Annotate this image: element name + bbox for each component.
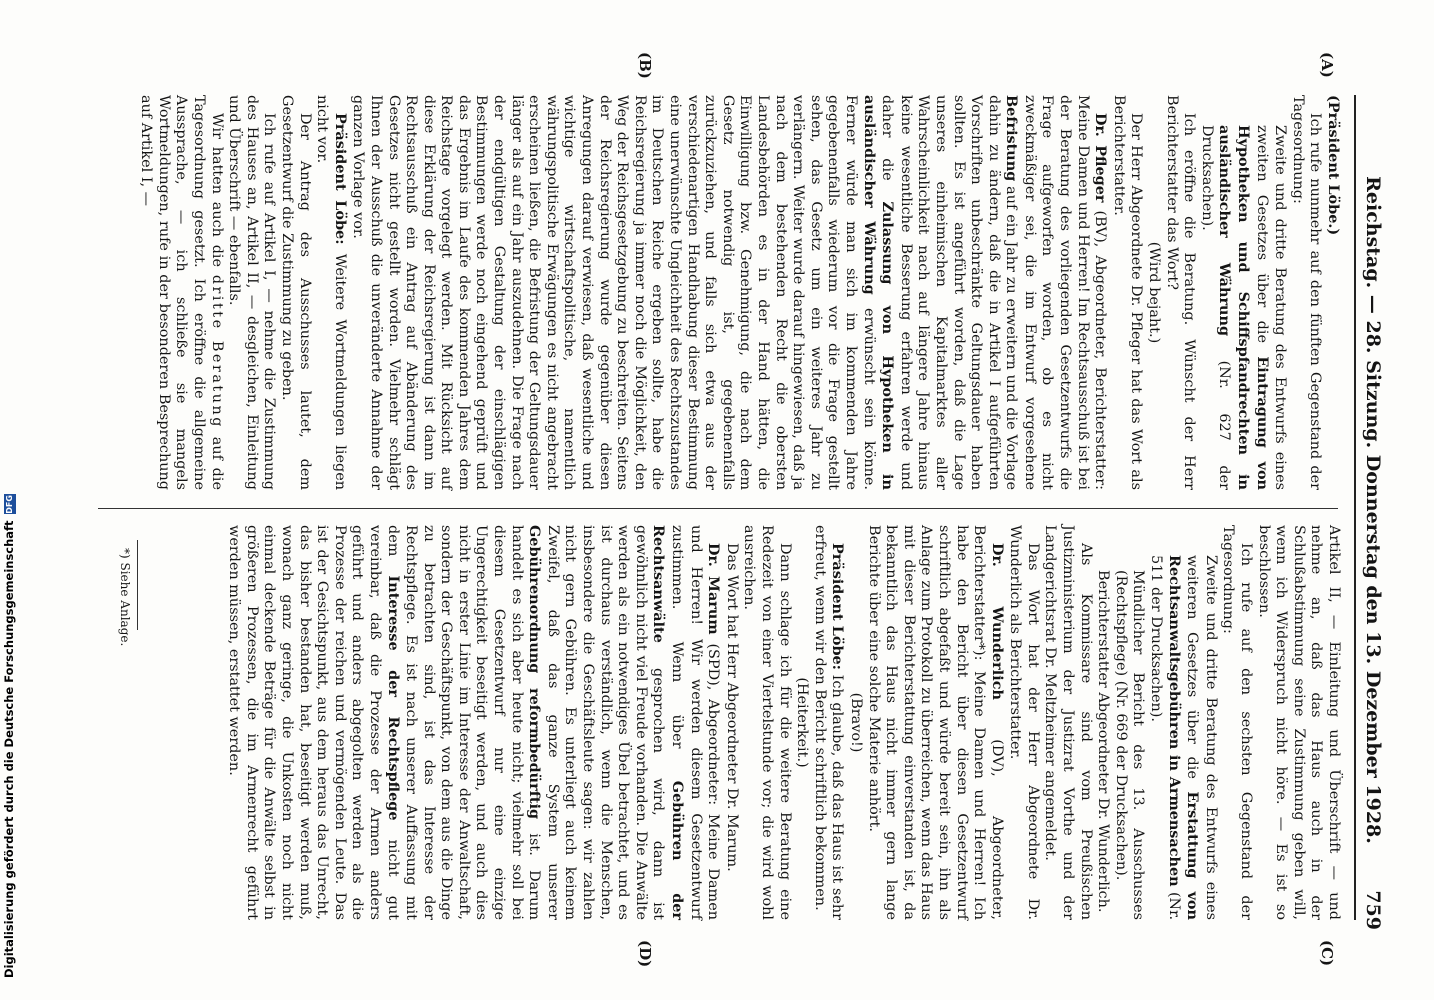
digitization-credit xyxy=(1,0,17,978)
column-divider xyxy=(98,508,1338,509)
agenda-item: Zweite und dritte Beratung des Entwurfs eines weiteren Gesetzes über die Erstattung von Rechtsanwaltsgebühren in Armensachen (Nr. 511 der Drucksachen). xyxy=(1148,555,1219,921)
agenda-item-title: Eintragung von Hypotheken und Schiffspfandrechten in ausländischer Währung xyxy=(1216,125,1271,491)
speech-paragraph: Präsident Löbe: Ich glaube, daß das Haus ist sehr erfreut, wenn wir den Bericht schriftlich bekommen. xyxy=(811,525,847,921)
left-column xyxy=(137,95,1342,490)
margin-marker-a: (A) xyxy=(1318,52,1336,78)
paragraph: Ich rufe auf den sechsten Gegenstand der Tagesordnung: xyxy=(1220,525,1255,920)
paragraph: Das Wort hat der Herr Abgeordnete Dr. Wunderlich als Berichterstatter. xyxy=(1007,525,1041,920)
paragraph: Ich rufe auf Artikel I, — nehme die Zustimmung des Hauses an, Artikel II, — desgleichen, Einleitung und Überschrift — ebenfalls. xyxy=(226,95,278,490)
paragraph: Dann schlage ich für die weitere Beratung eine Redezeit von einer Viertelstunde vor; die wird wohl ausreichen. xyxy=(741,525,793,920)
header-rule xyxy=(1354,95,1356,920)
agenda-item: Zweite und dritte Beratung des Entwurfs eines zweiten Gesetzes über die Eintragung von Hypotheken und Schiffspfandrechten in ausländischer Währung (Nr. 627 der Drucksachen). xyxy=(1198,125,1289,491)
page-number: 759 xyxy=(1362,890,1384,930)
paragraph: Artikel II, — Einleitung und Überschrift — und nehme an, daß das Haus auch in der Schlußabstimmung seine Zustimmung geben will, wenn ich Widerspruch nicht höre. — Es ist so beschlossen. xyxy=(1255,525,1342,920)
paragraph: Als Kommissare sind vom Preußischen Justizministerium der Justizrat Vorthe und der Landgerichtsrat Dr. Meltzheimer angemeldet. xyxy=(1042,525,1094,920)
paragraph: Der Herr Abgeordnete Dr. Pfleger hat das Wort als Berichterstatter. xyxy=(1110,95,1145,490)
interjection: (Bravo!) xyxy=(847,692,864,753)
margin-marker-c: (C) xyxy=(1318,940,1336,967)
speaker-name: Dr. Pfleger xyxy=(1092,113,1110,203)
speech-paragraph: Präsident Löbe: Weitere Wortmeldungen liegen nicht vor. xyxy=(314,95,349,491)
footnote-rule xyxy=(137,540,138,630)
paragraph: Das Wort hat Herr Abgeordneter Dr. Marum. xyxy=(723,543,740,872)
credit-text: Digitalisierung gefördert durch die Deutsche Forschungsgemeinschaft xyxy=(2,520,16,978)
speech-paragraph: Dr. Pfleger (BV), Abgeordneter, Berichterstatter: Meine Damen und Herren! Im Rechtsausschuß ist bei der Beratung des vorliegenden Gesetzentwurfs die Frage aufgeworfen worden, ob es nicht zweckmäßiger sei, die im Entwurf vorgesehene Befristung auf ein Jahr zu erweitern und die Vorlage dahin zu ändern, daß die in Artikel I aufgeführten Vorschriften unbeschränkte Geltungsdauer haben sollten. Es ist angeführt worden, daß die Lage unseres einheimischen Kapitalmarktes aller Wahrscheinlichkeit nach auf längere Jahre hinaus keine wesentliche Besserung erfahren werde und daher die Zulassung von Hypotheken in ausländischer Währung erwünscht sein könne. Ferner würde man sich im kommenden Jahre gegebenenfalls wiederum vor die Frage gestellt sehen, das Gesetz um ein weiteres Jahr zu verlängern. Weiter wurde darauf hingewiesen, daß ja nach dem bestehenden Recht die obersten Landesbehörden es in der Hand hätten, die Einwilligung bzw. Genehmigung, die nach dem Gesetz notwendig ist, gegebenenfalls zurückzuziehen, und falls sich etwa aus der verschiedenartigen Handhabung dieser Bestimmung eine unerwünschte Ungleichheit des Rechtszustandes im Deutschen Reiche ergeben sollte, habe die Reichsregierung ja immer noch die Möglichkeit, den Weg der Reichsgesetzgebung zu beschreiten. Seitens der Reichsregierung wurde gegenüber diesen Anregungen darauf verwiesen, daß wesentliche und wichtige wirtschaftspolitische, namentlich währungspolitische Erwägungen es nicht angebracht erscheinen ließen, die Befristung der Geltungsdauer länger als auf ein Jahr auszudehnen. Die Frage nach der endgültigen Gestaltung der einschlägigen Bestimmungen werde noch eingehend geprüft und das Ergebnis im Laufe des kommenden Jahres dem Reichstage vorgelegt werden. Mit Rücksicht auf diese Erklärung der Reichsregierung ist dann im Rechtsausschuß ein Antrag auf Abänderung des Gesetzes nicht gestellt worden. Vielmehr schlägt Ihnen der Ausschuß die unveränderte Annahme der ganzen Vorlage vor. xyxy=(350,95,1110,491)
speaker-name: Präsident Löbe: xyxy=(331,113,349,245)
speaker-name: Präsident Löbe: xyxy=(829,543,847,670)
speaker-name: Dr. Marum xyxy=(705,543,723,635)
margin-marker-b: (B) xyxy=(636,52,654,79)
margin-marker-d: (D) xyxy=(636,940,654,968)
paragraph: Der Antrag des Ausschusses lautet, dem Gesetzentwurf die Zustimmung zu geben. xyxy=(278,95,313,490)
speaker-name: Dr. Wunderlich xyxy=(988,543,1006,700)
right-column xyxy=(225,525,1342,920)
interjection: (Wird bejaht.) xyxy=(1146,241,1163,344)
paragraph: Ich eröffne die Beratung. Wünscht der Herr Berichterstatter das Wort? xyxy=(1163,95,1198,490)
speaker-label: (Präsident Löbe.) xyxy=(1325,95,1342,236)
dfg-logo-icon: DFG xyxy=(4,495,14,514)
paragraph: Wir hatten auch die dritte Beratung auf die Tagesordnung gesetzt. Ich eröffne die allgemeine Aussprache, — ich schließe sie mangels Wortmeldungen, rufe in der besonderen Besprechung auf Artikel I, — xyxy=(138,95,225,491)
agenda-report: Mündlicher Bericht des 13. Ausschusses (Rechtspflege) (Nr. 669 der Drucksachen). xyxy=(1112,570,1147,920)
speech-paragraph: Dr. Marum (SPD), Abgeordneter: Meine Damen und Herren! Wir werden diesem Gesetzentwurf zustimmen. Wenn über Gebühren der Rechtsanwälte gesprochen wird, dann ist gewöhnlich nicht viel Freude vorhanden. Die Anwälte werden als ein notwendiges Übel betrachtet, und es ist durchaus verständlich, wenn die Menschen, insbesondere die Geschäftsleute sagen: wir zahlen nicht gern Gebühren. Es unterliegt auch keinem Zweifel, daß das ganze System unserer Gebührenordnung reformbedürftig ist. Darum handelt es sich aber heute nicht; vielmehr soll bei diesem Gesetzentwurf nur eine einzige Ungerechtigkeit beseitigt werden, und auch dies nicht in erster Linie im Interesse der Anwaltschaft, sondern der Geschäftspunkt, von dem aus die Dinge zu betrachten sind, ist das Interesse der Rechtspflege. Es ist nach unserer Auffassung mit dem Interesse der Rechtspflege nicht gut vereinbar, daß die Prozesse der Armen anders geführt und anders abgegolten werden als die Prozesse der reichen und vermögenden Leute. Das ist der Gesichtspunkt, aus dem heraus das Unrecht, das bisher bestanden hat, beseitigt werden muß, wonach ganz geringe, die Unkosten noch nicht einmal deckende Beträge für die Anwälte selbst in größeren Prozessen, die im Armenrecht geführt werden müssen, erstattet werden. xyxy=(226,525,723,921)
paragraph: Ich rufe nunmehr auf den fünften Gegenstand der Tagesordnung: xyxy=(1289,95,1324,490)
running-head: Reichstag. — 28. Sitzung. Donnerstag den 13. Dezember 1928. xyxy=(1362,176,1384,844)
interjection: (Heiterkeit.) xyxy=(794,677,811,768)
speech-paragraph: Dr. Wunderlich (DV), Abgeordneter, Berichterstatter*): Meine Damen und Herren! Ich habe den Bericht über diesen Gesetzentwurf schriftlich abgefaßt und würde bereit sein, ihn als Anlage zum Protokoll zu überreichen, wenn das Haus mit dieser Berichterstattung einverstanden ist, da bekanntlich das Haus nicht immer gern lange Berichte über eine solche Materie anhört. xyxy=(865,525,1006,920)
agenda-item-title: Erstattung von Rechtsanwaltsgebühren in Armensachen xyxy=(1165,555,1202,920)
page-header xyxy=(1354,70,1394,930)
agenda-rapporteur: Berichterstatter Abgeordneter Dr. Wunderlich. xyxy=(1095,570,1112,913)
footnote: *) Siehe Anlage. xyxy=(118,548,132,647)
